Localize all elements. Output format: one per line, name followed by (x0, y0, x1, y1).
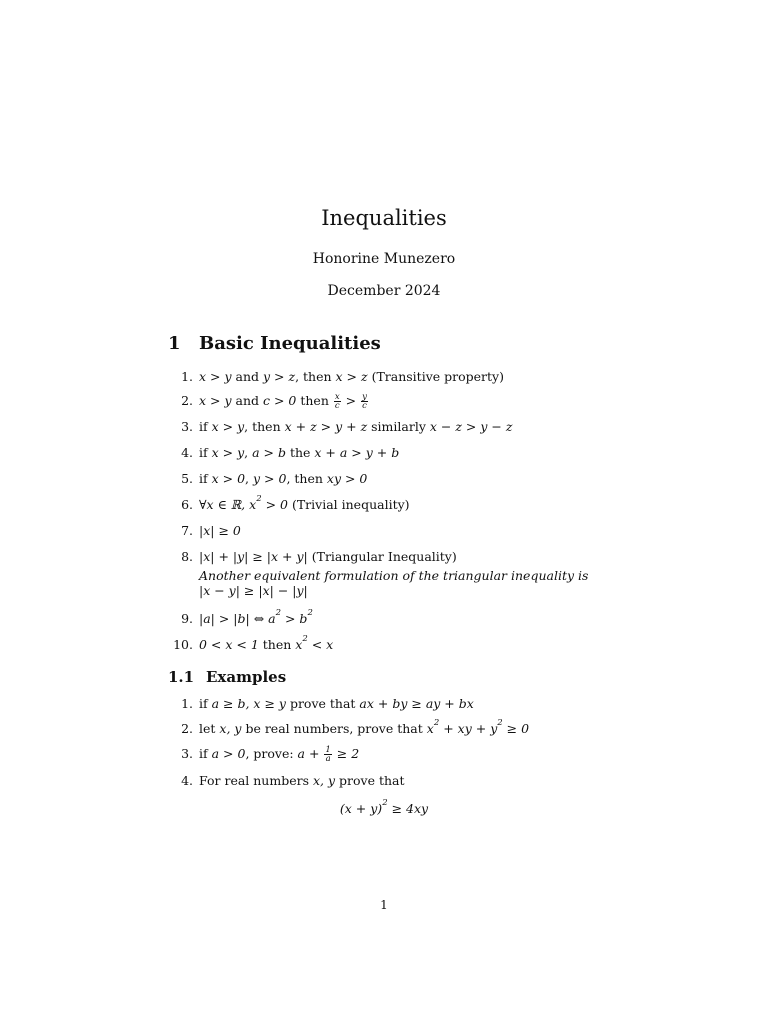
item-text: if x > y, a > b the x + a > y + b (199, 445, 400, 460)
document-date: December 2024 (327, 283, 441, 299)
item-number: 1. (181, 369, 193, 384)
item-number: 7. (181, 523, 193, 538)
item-number: 2. (181, 393, 193, 408)
author-name: Honorine Munezero (312, 251, 456, 267)
item-number: 1. (181, 696, 193, 711)
item-number: 10. (173, 637, 193, 652)
item-number: 2. (181, 721, 193, 736)
item-number: 5. (181, 471, 193, 486)
subsection-number: 1.1 (168, 668, 195, 686)
item-text: if a > 0, prove: a + $\frac{1}{a}$ ≥ 2 (199, 745, 360, 764)
section-number: 1 (168, 333, 181, 354)
fraction: $\frac{x}{c}$ (334, 392, 340, 411)
fraction: $\frac{y}{c}$ (362, 392, 367, 411)
item-text: if x > y, then x + z > y + z similarly x − z > y − z (199, 419, 513, 434)
document-title: Inequalities (321, 206, 447, 230)
item-number: 3. (181, 419, 193, 434)
item-text: For real numbers x, y prove that (199, 773, 405, 788)
item-number: 4. (181, 445, 193, 460)
page-number: 1 (380, 898, 388, 912)
section-title: Basic Inequalities (199, 333, 381, 354)
item-number: 9. (181, 611, 193, 626)
item-number: 6. (181, 497, 193, 512)
item-number: 4. (181, 773, 193, 788)
item-text: x > y and c > 0 then $\frac{x}{c}$ > $\frac{y}{c}$ (199, 392, 367, 411)
item-note: Another equivalent formulation of the triangular inequality is |x − y| ≥ |x| − |y| (199, 568, 589, 598)
item-number: 3. (181, 746, 193, 761)
item-text: if x > 0, y > 0, then xy > 0 (199, 471, 368, 486)
fraction: $\frac{1}{a}$ (325, 745, 331, 764)
section-heading (168, 333, 381, 354)
item-text: |x| ≥ 0 (199, 523, 241, 538)
item-text: if a ≥ b, x ≥ y prove that ax + by ≥ ay + bx (199, 696, 474, 711)
item-text: let x, y be real numbers, prove that $x^2$ + xy + $y^2 \ge 0$ (199, 718, 530, 736)
item-text: 0 < x < 1 then $x^2 < x$ (199, 634, 334, 652)
item-text: |x| + |y| ≥ |x + y| (Triangular Inequality) (199, 549, 457, 564)
item-text: x > y and y > z, then x > z (Transitive property) (199, 369, 504, 384)
display-equation: $(x + y)^2 \ge 4xy$ (339, 798, 429, 816)
item-text: |a| > |b| ⇔ $a^2 > b^2$ (199, 608, 313, 626)
subsection-title: Examples (206, 668, 287, 686)
item-text: ∀x ∈ ℝ, $x^2 > 0$ (Trivial inequality) (199, 494, 410, 512)
subsection-heading (168, 668, 286, 686)
item-number: 8. (181, 549, 193, 564)
